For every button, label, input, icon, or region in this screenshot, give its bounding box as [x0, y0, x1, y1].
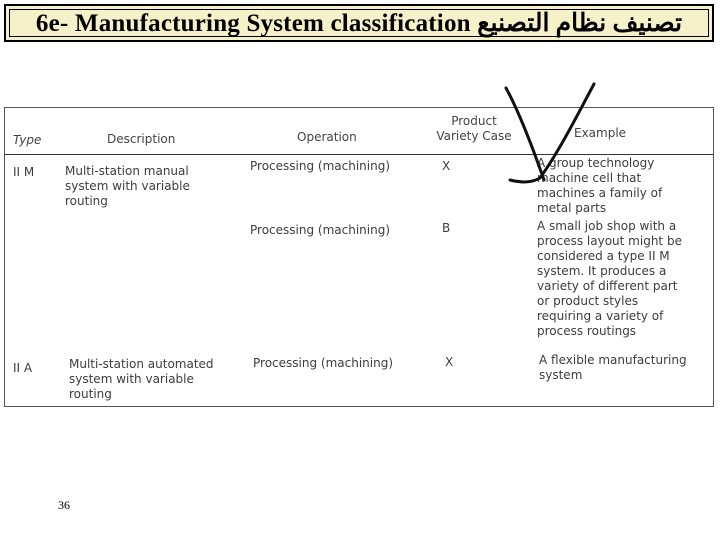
row1-description: Multi-station manual system with variable routing [65, 164, 190, 208]
header-type: Type [13, 133, 42, 147]
row3-description: Multi-station automated system with variable routing [69, 357, 214, 401]
handwritten-cross-mark [500, 80, 600, 190]
row1-variety: X [442, 159, 451, 173]
header-product-variety-case: Product Variety Case [436, 114, 512, 143]
header-example: Example [574, 126, 627, 140]
slide-title-bar [4, 4, 714, 42]
row1-example: A group technology machine cell that machines a family of metal parts [537, 156, 663, 215]
row2-operation: Processing (machining) [250, 223, 390, 237]
row3-example: A flexible manufacturing system [539, 353, 687, 382]
row1-type: II M [13, 165, 35, 179]
page-number: 36 [58, 498, 70, 512]
row2-variety: B [442, 221, 451, 235]
classification-table [4, 107, 714, 407]
row2-example: A small job shop with a process layout might be considered a type II M system. It produces a variety of different part or product styles requiring a variety of process routings [537, 219, 682, 338]
header-operation: Operation [297, 130, 357, 144]
row3-operation: Processing (machining) [253, 356, 393, 370]
header-description: Description [107, 132, 176, 146]
row3-variety: X [445, 355, 454, 369]
slide-title: 6e- Manufacturing System classification تصنيف نظام التصنيع [35, 10, 683, 37]
slide-title-frame [9, 9, 709, 37]
row3-type: II A [13, 361, 33, 375]
header-divider [5, 154, 713, 155]
row1-operation: Processing (machining) [250, 159, 390, 173]
